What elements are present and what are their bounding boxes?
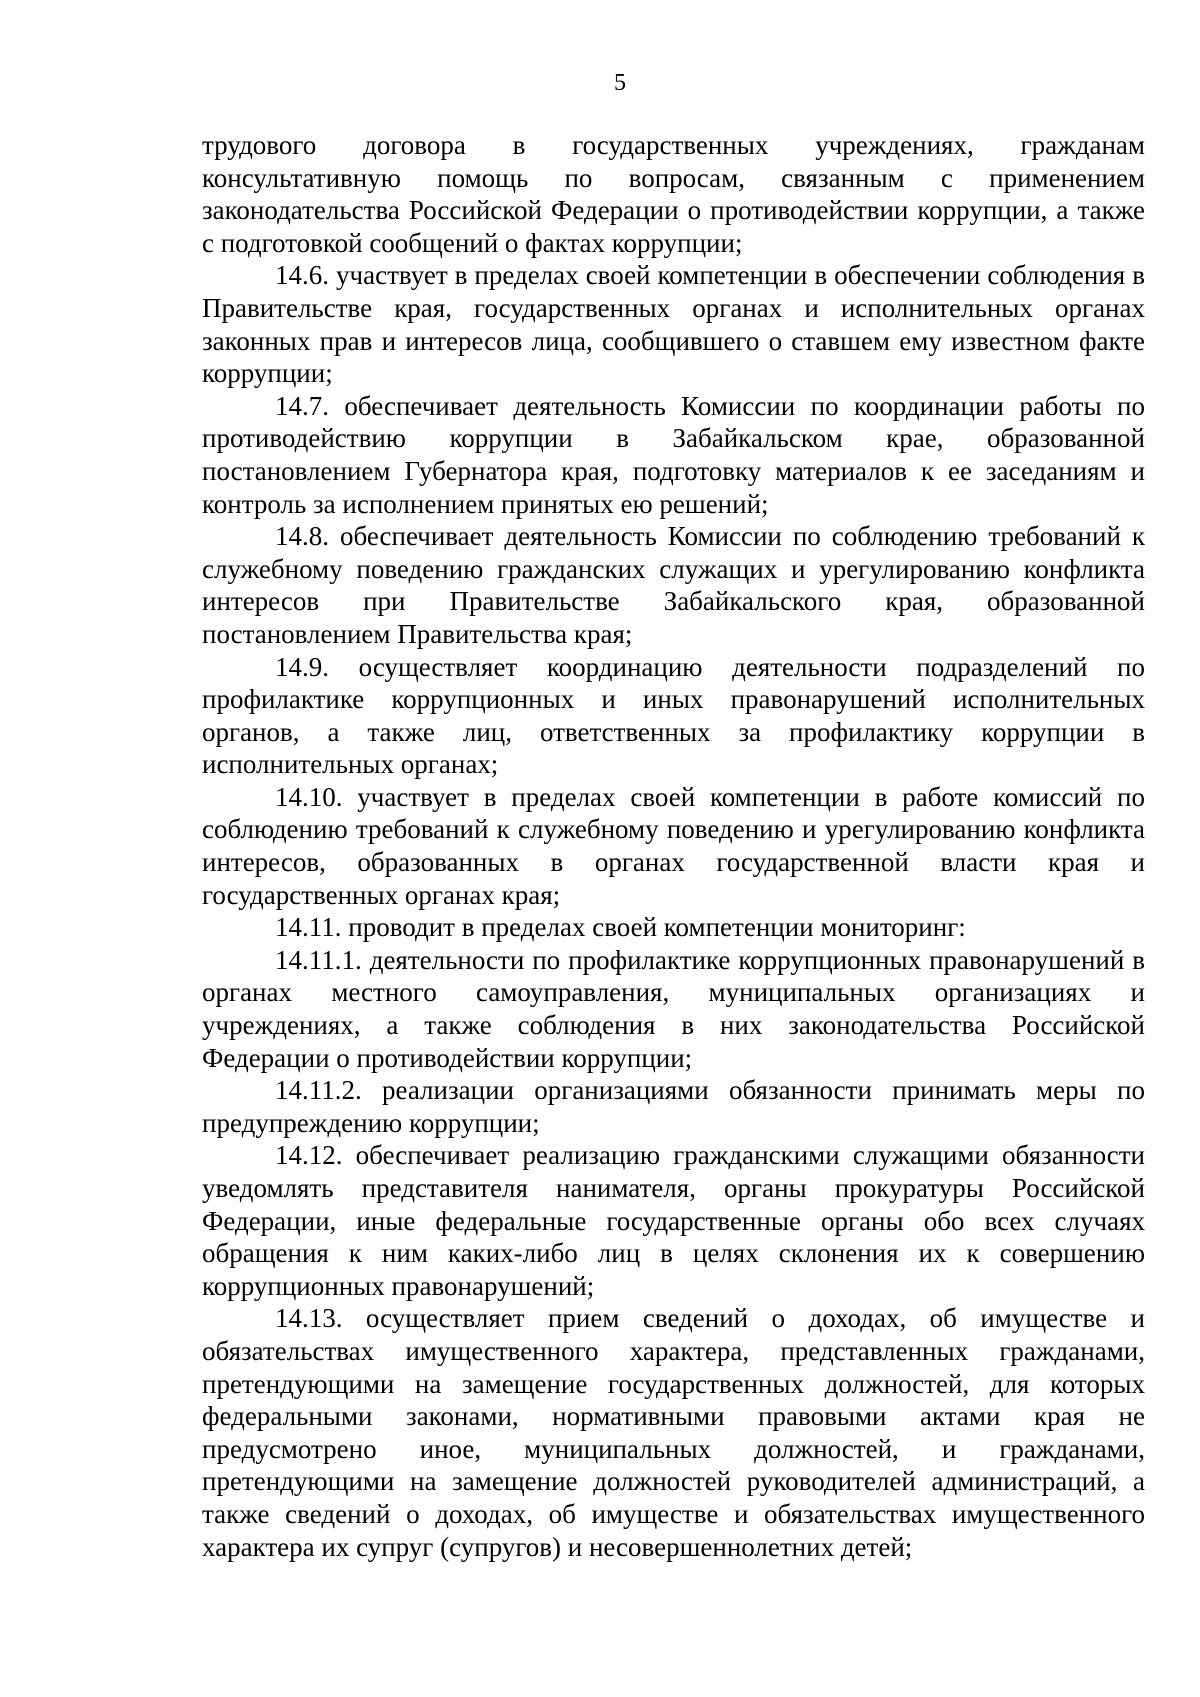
paragraph-14-13: 14.13. осуществляет прием сведений о доходах, об имуществе и обязательствах имущественного характера, представленных гражданами, претендующими на замещение государственных должностей, для которых федеральными законами, нормативными правовыми актами края не предусмотрено иное, муниципальных должностей, и гражданами, претендующими на замещение должностей руководителей администраций, а также сведений о доходах, об имуществе и обязательствах имущественного характера их супруг (супругов) и несовершеннолетних детей; <box>202 1303 1145 1562</box>
page-number: 5 <box>614 70 626 96</box>
paragraph-14-8: 14.8. обеспечивает деятельность Комиссии по соблюдению требований к служебному поведению гражданских служащих и урегулированию конфликта интересов при Правительстве Забайкальского края, образованной постановлением Правительства края; <box>202 521 1145 649</box>
paragraph-14-11: 14.11. проводит в пределах своей компетенции мониторинг: <box>275 912 966 943</box>
paragraph-14-6: 14.6. участвует в пределах своей компетенции в обеспечении соблюдения в Правительстве края, государственных органах и исполнительных органах законных прав и интересов лица, сообщившего о ставшем ему известном факте коррупции; <box>202 260 1145 389</box>
paragraph-14-10: 14.10. участвует в пределах своей компетенции в работе комиссий по соблюдению требований к служебному поведению и урегулированию конфликта интересов, образованных в органах государственной власти края и государственных органах края; <box>202 781 1145 910</box>
paragraph-14-7: 14.7. обеспечивает деятельность Комиссии по координации работы по противодействию коррупции в Забайкальском крае, образованной постановлением Губернатора края, подготовку материалов к ее заседаниям и контроль за исполнением принятых ею решений; <box>202 390 1145 519</box>
paragraph-14-11-2: 14.11.2. реализации организациями обязанности принимать меры по предупреждению коррупции; <box>202 1075 1145 1138</box>
paragraph-14-9: 14.9. осуществляет координацию деятельности подразделений по профилактике коррупционных и иных правонарушений исполнительных органов, а также лиц, ответственных за профилактику коррупции в исполнительных органах; <box>202 651 1145 780</box>
paragraph-14-12: 14.12. обеспечивает реализацию гражданскими служащими обязанности уведомлять представителя нанимателя, органы прокуратуры Российской Федерации, иные федеральные государственные органы обо всех случаях обращения к ним каких-либо лиц в целях склонения их к совершению коррупционных правонарушений; <box>202 1140 1145 1301</box>
document-body <box>202 129 1145 1563</box>
paragraph-continuation: трудового договора в государственных учреждениях, гражданам консультативную помощь по вопросам, связанным с применением законодательства Российской Федерации о противодействии коррупции, а также с подготовкой сообщений о фактах коррупции; <box>202 130 1145 258</box>
paragraph-14-11-1: 14.11.1. деятельности по профилактике коррупционных правонарушений в органах местного самоуправления, муниципальных организациях и учреждениях, а также соблюдения в них законодательства Российской Федерации о противодействии коррупции; <box>202 944 1145 1073</box>
